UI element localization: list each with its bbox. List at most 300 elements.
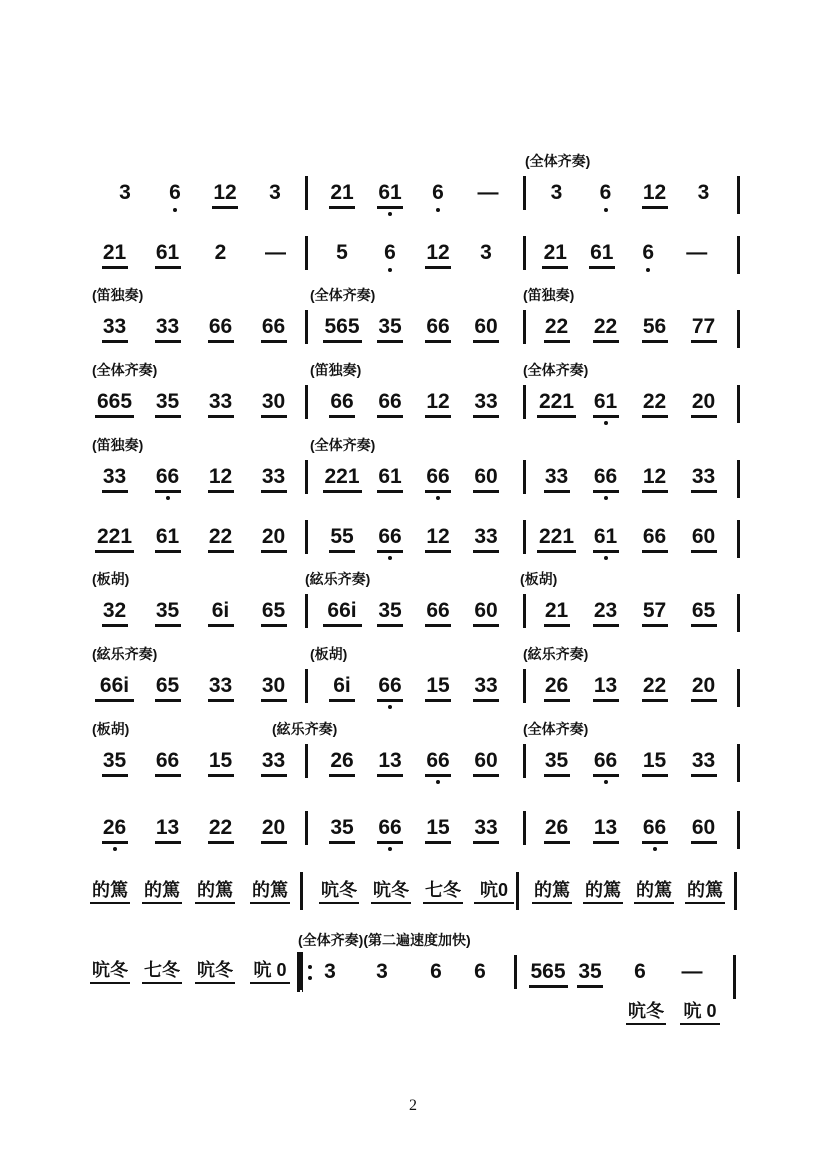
section-annotation: (板胡) <box>520 571 558 587</box>
beam-underline <box>473 550 499 553</box>
beam-underline <box>329 699 355 702</box>
section-annotation: (絃乐齐奏) <box>523 646 589 662</box>
percussion-syllable: 吭冬 <box>628 1001 664 1021</box>
barline <box>523 669 526 703</box>
section-annotation: (板胡) <box>92 721 130 737</box>
note-group: 12 <box>426 525 450 548</box>
barline <box>737 460 740 498</box>
note-group: 66 <box>426 599 450 622</box>
note-group: 33 <box>474 525 498 548</box>
beam-underline <box>155 340 181 343</box>
beam-underline <box>642 206 668 209</box>
barline <box>737 385 740 423</box>
barline <box>737 669 740 707</box>
note-group: 66 <box>378 525 402 548</box>
note-group: 20 <box>691 674 716 697</box>
note-group: 33 <box>102 465 127 488</box>
barline <box>737 594 740 632</box>
beam-underline <box>685 902 725 904</box>
note-group: 2 <box>214 241 227 264</box>
note-group: 65 <box>261 599 286 622</box>
note-group: 3 <box>269 181 281 204</box>
note-group: 66 <box>426 315 450 338</box>
note-group: 61 <box>378 465 402 488</box>
beam-underline <box>212 206 238 209</box>
beam-underline <box>142 982 182 984</box>
note-group: 26 <box>330 749 354 772</box>
percussion-syllable: 七冬 <box>144 960 180 980</box>
note-group: 23 <box>593 599 618 622</box>
note-group: 61 <box>155 525 180 548</box>
note-group: 66 <box>426 749 450 772</box>
beam-underline <box>593 841 619 844</box>
barline <box>737 310 740 348</box>
octave-dot-below <box>604 496 608 500</box>
note-group: 77 <box>691 315 716 338</box>
beam-underline <box>642 415 668 418</box>
note-group: 66 <box>642 525 667 548</box>
beam-underline <box>261 774 287 777</box>
note-group: 13 <box>593 816 618 839</box>
note-group: 20 <box>691 390 716 413</box>
beam-underline <box>155 415 181 418</box>
percussion-syllable: 的篤 <box>585 880 621 900</box>
beam-underline <box>691 490 717 493</box>
barline <box>523 460 526 494</box>
beam-underline <box>642 340 668 343</box>
barline <box>737 811 740 849</box>
beam-underline <box>377 340 403 343</box>
note-group: 66 <box>208 315 233 338</box>
octave-dot-below <box>436 208 440 212</box>
beam-underline <box>323 490 362 493</box>
note-group: 61 <box>590 241 614 264</box>
note-group: 33 <box>261 465 286 488</box>
note-group: — <box>265 241 286 264</box>
beam-underline <box>208 624 234 627</box>
note-group: 22 <box>208 525 233 548</box>
beam-underline <box>208 841 234 844</box>
note-group: 33 <box>474 390 498 413</box>
note-group: 66 <box>378 674 402 697</box>
note-group: 33 <box>208 390 233 413</box>
note-group: 12 <box>426 390 450 413</box>
repeat-barline <box>302 952 303 992</box>
note-group: 13 <box>378 749 402 772</box>
section-annotation: (笛独奏) <box>92 287 144 303</box>
percussion-syllable: 的篤 <box>687 880 723 900</box>
note-group: 35 <box>578 960 602 983</box>
barline <box>305 236 308 270</box>
octave-dot-below <box>113 847 117 851</box>
octave-dot-below <box>604 421 608 425</box>
note-group: 61 <box>593 390 618 413</box>
note-group: 221 <box>96 525 133 548</box>
beam-underline <box>425 774 451 777</box>
note-group: 66 <box>642 816 667 839</box>
section-annotation: (絃乐齐奏) <box>272 721 338 737</box>
beam-underline <box>319 902 359 904</box>
note-group: 57 <box>642 599 667 622</box>
note-group: 6i <box>333 674 351 697</box>
beam-underline <box>532 902 572 904</box>
section-annotation: (笛独奏) <box>523 287 575 303</box>
beam-underline <box>155 550 181 553</box>
note-group: 66 <box>593 465 618 488</box>
section-annotation: (全体齐奏) <box>523 721 589 737</box>
octave-dot-below <box>653 847 657 851</box>
repeat-dot <box>308 976 312 980</box>
note-group: 61 <box>155 241 180 264</box>
section-annotation: (全体齐奏)(第二遍速度加快) <box>298 932 471 948</box>
note-group: 12 <box>213 181 237 204</box>
beam-underline <box>377 415 403 418</box>
beam-underline <box>691 624 717 627</box>
barline <box>300 872 303 910</box>
percussion-syllable: 的篤 <box>92 880 128 900</box>
beam-underline <box>90 902 130 904</box>
barline <box>523 176 526 210</box>
note-group: 35 <box>155 390 180 413</box>
note-group: 66 <box>378 816 402 839</box>
note-group: 6 <box>474 960 486 983</box>
beam-underline <box>208 774 234 777</box>
note-group: 6 <box>599 181 612 204</box>
beam-underline <box>377 206 403 209</box>
beam-underline <box>261 415 287 418</box>
section-annotation: (絃乐齐奏) <box>92 646 158 662</box>
page-number: 2 <box>409 1097 417 1114</box>
note-group: 6i <box>211 599 230 622</box>
note-group: 61 <box>593 525 618 548</box>
note-group: 26 <box>544 816 569 839</box>
beam-underline <box>261 624 287 627</box>
percussion-syllable: 的篤 <box>197 880 233 900</box>
beam-underline <box>377 699 403 702</box>
section-annotation: (全体齐奏) <box>92 362 158 378</box>
octave-dot-below <box>436 780 440 784</box>
note-group: 33 <box>261 749 286 772</box>
beam-underline <box>261 699 287 702</box>
beam-underline <box>250 902 290 904</box>
note-group: 221 <box>324 465 360 488</box>
percussion-syllable: 吭0 <box>479 880 508 900</box>
beam-underline <box>691 415 717 418</box>
octave-dot-below <box>388 268 392 272</box>
section-annotation: (全体齐奏) <box>310 287 376 303</box>
beam-underline <box>95 550 134 553</box>
note-group: 30 <box>261 390 286 413</box>
note-group: 6 <box>634 960 646 983</box>
note-group: 60 <box>691 525 716 548</box>
note-group: 33 <box>474 816 498 839</box>
beam-underline <box>142 902 182 904</box>
beam-underline <box>425 490 451 493</box>
beam-underline <box>473 490 499 493</box>
percussion-syllable: 吭 0 <box>683 1001 717 1021</box>
section-annotation: (板胡) <box>92 571 130 587</box>
beam-underline <box>544 624 570 627</box>
percussion-syllable: 的篤 <box>636 880 672 900</box>
beam-underline <box>425 415 451 418</box>
beam-underline <box>377 624 403 627</box>
percussion-syllable: 吭冬 <box>92 960 128 980</box>
barline <box>523 520 526 554</box>
barline <box>737 744 740 782</box>
note-group: 61 <box>378 181 402 204</box>
beam-underline <box>102 266 128 269</box>
barline <box>737 176 740 214</box>
beam-underline <box>155 774 181 777</box>
beam-underline <box>473 624 499 627</box>
beam-underline <box>593 699 619 702</box>
note-group: 15 <box>426 816 450 839</box>
beam-underline <box>473 774 499 777</box>
barline <box>516 872 519 910</box>
beam-underline <box>691 550 717 553</box>
beam-underline <box>642 774 668 777</box>
note-group: — <box>681 960 703 983</box>
section-annotation: (笛独奏) <box>310 362 362 378</box>
barline <box>305 594 308 628</box>
beam-underline <box>371 902 411 904</box>
beam-underline <box>90 982 130 984</box>
beam-underline <box>593 624 619 627</box>
beam-underline <box>544 490 570 493</box>
barline <box>305 669 308 703</box>
note-group: 6 <box>432 181 444 204</box>
percussion-syllable: 的篤 <box>144 880 180 900</box>
note-group: 3 <box>119 181 131 204</box>
repeat-dot <box>308 965 312 969</box>
beam-underline <box>102 624 128 627</box>
note-group: 22 <box>544 315 569 338</box>
note-group: 15 <box>642 749 667 772</box>
beam-underline <box>261 841 287 844</box>
barline <box>523 385 526 419</box>
note-group: 6 <box>430 960 442 983</box>
percussion-syllable: 的篤 <box>534 880 570 900</box>
beam-underline <box>102 774 128 777</box>
note-group: 60 <box>474 315 498 338</box>
note-group: 66 <box>155 465 180 488</box>
note-group: 33 <box>691 465 716 488</box>
beam-underline <box>377 490 403 493</box>
beam-underline <box>208 415 234 418</box>
note-group: 33 <box>544 465 569 488</box>
note-group: 13 <box>593 674 618 697</box>
note-group: 221 <box>538 390 575 413</box>
note-group: 20 <box>261 816 286 839</box>
note-group: 22 <box>642 390 667 413</box>
beam-underline <box>155 624 181 627</box>
beam-underline <box>329 774 355 777</box>
beam-underline <box>250 982 290 984</box>
barline <box>305 520 308 554</box>
beam-underline <box>261 550 287 553</box>
beam-underline <box>195 902 235 904</box>
note-group: 3 <box>324 960 336 983</box>
beam-underline <box>155 266 181 269</box>
barline <box>305 310 308 344</box>
beam-underline <box>626 1023 666 1025</box>
barline <box>523 744 526 778</box>
beam-underline <box>425 841 451 844</box>
section-annotation: (板胡) <box>310 646 348 662</box>
beam-underline <box>593 490 619 493</box>
percussion-syllable: 吭冬 <box>197 960 233 980</box>
octave-dot-below <box>436 496 440 500</box>
note-group: 3 <box>550 181 563 204</box>
note-group: 6 <box>384 241 396 264</box>
note-group: 66 <box>330 390 354 413</box>
note-group: 21 <box>544 599 569 622</box>
note-group: 66 <box>261 315 286 338</box>
barline <box>305 460 308 494</box>
beam-underline <box>583 902 623 904</box>
octave-dot-below <box>166 496 170 500</box>
barline <box>737 236 740 274</box>
note-group: 33 <box>474 674 498 697</box>
percussion-syllable: 吭冬 <box>373 880 409 900</box>
note-group: 565 <box>530 960 566 983</box>
barline <box>305 744 308 778</box>
beam-underline <box>155 841 181 844</box>
beam-underline <box>102 490 128 493</box>
octave-dot-below <box>604 208 608 212</box>
octave-dot-below <box>388 847 392 851</box>
note-group: 15 <box>208 749 233 772</box>
note-group: 22 <box>208 816 233 839</box>
note-group: 66 <box>378 390 402 413</box>
beam-underline <box>691 340 717 343</box>
beam-underline <box>691 774 717 777</box>
beam-underline <box>329 841 355 844</box>
note-group: 55 <box>330 525 354 548</box>
octave-dot-below <box>604 556 608 560</box>
beam-underline <box>261 340 287 343</box>
note-group: 32 <box>102 599 127 622</box>
beam-underline <box>425 550 451 553</box>
barline <box>733 955 736 999</box>
barline <box>523 811 526 845</box>
note-group: 15 <box>426 674 450 697</box>
beam-underline <box>473 841 499 844</box>
note-group: 221 <box>538 525 575 548</box>
beam-underline <box>691 841 717 844</box>
section-annotation: (全体齐奏) <box>523 362 589 378</box>
note-group: 60 <box>691 816 716 839</box>
note-group: 3 <box>376 960 388 983</box>
beam-underline <box>208 699 234 702</box>
section-annotation: (全体齐奏) <box>525 153 591 169</box>
barline <box>523 310 526 344</box>
beam-underline <box>261 490 287 493</box>
barline <box>305 385 308 419</box>
note-group: 3 <box>480 241 492 264</box>
beam-underline <box>423 902 463 904</box>
note-group: 35 <box>544 749 569 772</box>
beam-underline <box>329 415 355 418</box>
beam-underline <box>544 774 570 777</box>
beam-underline <box>102 841 128 844</box>
beam-underline <box>377 550 403 553</box>
note-group: 35 <box>155 599 180 622</box>
note-group: 3 <box>697 181 710 204</box>
percussion-syllable: 七冬 <box>425 880 461 900</box>
beam-underline <box>95 415 134 418</box>
beam-underline <box>642 624 668 627</box>
note-group: 30 <box>261 674 286 697</box>
beam-underline <box>473 699 499 702</box>
beam-underline <box>529 985 568 988</box>
note-group: 65 <box>155 674 180 697</box>
barline <box>523 594 526 628</box>
barline <box>734 872 737 910</box>
beam-underline <box>102 340 128 343</box>
note-group: 65 <box>691 599 716 622</box>
barline <box>523 236 526 270</box>
beam-underline <box>593 774 619 777</box>
beam-underline <box>425 624 451 627</box>
note-group: 12 <box>642 465 667 488</box>
note-group: 66 <box>155 749 180 772</box>
beam-underline <box>680 1023 720 1025</box>
beam-underline <box>323 340 362 343</box>
beam-underline <box>589 266 615 269</box>
beam-underline <box>537 415 576 418</box>
note-group: 35 <box>378 315 402 338</box>
barline <box>737 520 740 558</box>
beam-underline <box>155 490 181 493</box>
note-group: 33 <box>691 749 716 772</box>
beam-underline <box>329 206 355 209</box>
beam-underline <box>544 841 570 844</box>
beam-underline <box>542 266 568 269</box>
note-group: 20 <box>261 525 286 548</box>
barline <box>305 811 308 845</box>
note-group: 35 <box>378 599 402 622</box>
octave-dot-below <box>388 556 392 560</box>
beam-underline <box>642 841 668 844</box>
octave-dot-below <box>388 212 392 216</box>
note-group: — <box>477 181 499 204</box>
repeat-barline <box>297 952 300 992</box>
beam-underline <box>691 699 717 702</box>
beam-underline <box>95 699 134 702</box>
note-group: 66i <box>327 599 357 622</box>
barline <box>305 176 308 210</box>
beam-underline <box>377 774 403 777</box>
note-group: 60 <box>474 599 498 622</box>
beam-underline <box>377 841 403 844</box>
note-group: 13 <box>155 816 180 839</box>
note-group: 5 <box>336 241 348 264</box>
note-group: 6 <box>642 241 655 264</box>
note-group: 21 <box>330 181 354 204</box>
note-group: 21 <box>102 241 127 264</box>
beam-underline <box>473 340 499 343</box>
beam-underline <box>195 982 235 984</box>
percussion-syllable: 吭 0 <box>253 960 287 980</box>
beam-underline <box>642 699 668 702</box>
note-group: 33 <box>102 315 127 338</box>
note-group: 12 <box>208 465 233 488</box>
percussion-syllable: 吭冬 <box>321 880 357 900</box>
beam-underline <box>537 550 576 553</box>
note-group: 33 <box>208 674 233 697</box>
beam-underline <box>155 699 181 702</box>
